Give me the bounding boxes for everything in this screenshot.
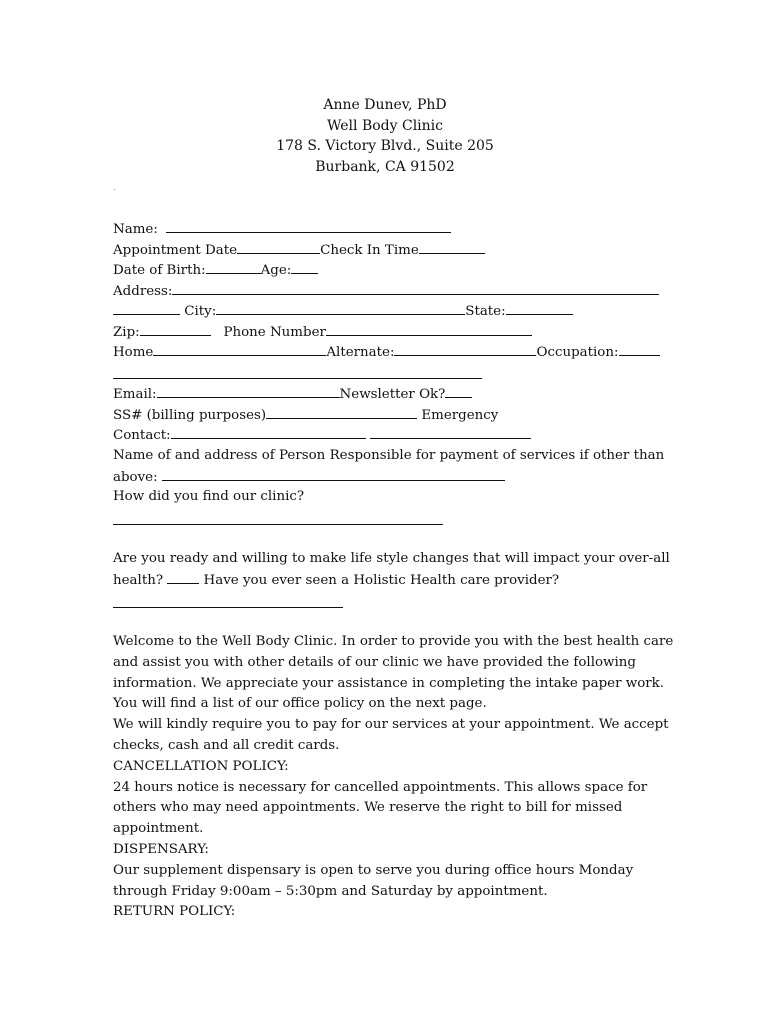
responsible-line1: Name of and address of Person Responsible for payment of services if other than	[113, 448, 665, 463]
lifestyle-question: Are you ready and willing to make life style changes that will impact your over-all	[113, 551, 670, 566]
policy-text-line: information. We appreciate your assistance in completing the intake paper work.	[113, 675, 665, 691]
stray-mark	[114, 189, 115, 190]
health-label: health?	[113, 573, 163, 588]
alternate-phone-field[interactable]	[394, 342, 536, 356]
dispensary-heading: DISPENSARY:	[113, 842, 209, 857]
return-policy-heading: RETURN POLICY:	[113, 904, 236, 920]
policy-text-line: 24 hours notice is necessary for cancelled appointments. This allows space for	[113, 779, 648, 795]
responsible-above-label: above:	[113, 469, 158, 485]
policy-text-line: You will find a list of our office policy on the next page.	[113, 696, 487, 712]
state-field[interactable]	[506, 301, 573, 315]
address-field[interactable]	[172, 281, 659, 295]
dob-label: Date of Birth:	[113, 263, 206, 278]
occupation-label: Occupation:	[536, 345, 619, 360]
city-label: City:	[184, 304, 217, 319]
policy-text-line: and assist you with other details of our clinic we have provided the following	[113, 654, 636, 670]
check-in-time-field[interactable]	[419, 240, 485, 254]
clinic-name: Well Body Clinic	[327, 117, 443, 134]
appointment-row	[113, 240, 485, 262]
check-in-time-label: Check In Time	[320, 242, 419, 258]
holistic-question: Have you ever seen a Holistic Health care provider?	[203, 573, 560, 588]
policy-text-line: Welcome to the Well Body Clinic. In order to provide you with the best health care	[113, 634, 674, 649]
occupation-continuation-line[interactable]	[113, 378, 482, 379]
find-clinic-field[interactable]	[113, 524, 443, 525]
age-field[interactable]	[291, 260, 318, 274]
responsible-row	[113, 467, 505, 489]
home-label: Home	[113, 345, 154, 360]
age-label: Age:	[260, 263, 292, 278]
lifestyle-row	[113, 570, 559, 592]
holistic-answer-field[interactable]	[113, 607, 343, 608]
zip-row	[113, 322, 532, 344]
email-field[interactable]	[157, 384, 340, 398]
occupation-field[interactable]	[619, 342, 660, 356]
policy-text-line: We will kindly require you to pay for our services at your appointment. We accept	[113, 717, 669, 733]
policy-text-line: Our supplement dispensary is open to serve you during office hours Monday	[113, 862, 634, 878]
phone-label: Phone Number	[223, 324, 326, 340]
ss-row	[113, 405, 498, 427]
dob-row	[113, 260, 318, 282]
appointment-date-field[interactable]	[237, 240, 320, 254]
find-clinic-label: How did you find our clinic?	[113, 489, 305, 504]
phone-field[interactable]	[326, 322, 532, 336]
appointment-date-label: Appointment Date	[113, 242, 238, 258]
alternate-label: Alternate:	[326, 345, 395, 360]
newsletter-field[interactable]	[445, 384, 472, 398]
dob-field[interactable]	[206, 260, 261, 274]
ss-field[interactable]	[266, 405, 417, 419]
clinic-city: Burbank, CA 91502	[315, 158, 455, 175]
address-row	[113, 281, 659, 303]
zip-label: Zip:	[113, 324, 140, 340]
address-line2-field[interactable]	[113, 301, 180, 315]
contact-label: Contact:	[113, 428, 171, 443]
home-phone-field[interactable]	[153, 342, 326, 356]
emergency-contact-phone-field[interactable]	[370, 425, 531, 439]
city-field[interactable]	[216, 301, 465, 315]
doctor-name: Anne Dunev, PhD	[323, 97, 447, 113]
contact-row	[113, 425, 531, 447]
emergency-label: Emergency	[421, 407, 499, 423]
emergency-contact-name-field[interactable]	[171, 425, 366, 439]
policy-text-line: checks, cash and all credit cards.	[113, 738, 340, 753]
ss-label: SS# (billing purposes)	[113, 407, 267, 423]
zip-field[interactable]	[140, 322, 211, 336]
email-label: Email:	[113, 387, 157, 402]
name-field[interactable]	[166, 219, 451, 233]
name-label: Name:	[113, 222, 158, 237]
newsletter-label: Newsletter Ok?	[339, 387, 446, 402]
policy-text-line: through Friday 9:00am – 5:30pm and Saturday by appointment.	[113, 883, 548, 899]
home-row	[113, 342, 660, 364]
cancellation-policy-heading: CANCELLATION POLICY:	[113, 758, 289, 774]
address-label: Address:	[113, 283, 173, 299]
name-row	[113, 219, 451, 241]
policy-text-line: others who may need appointments. We reserve the right to bill for missed	[113, 800, 623, 816]
lifestyle-answer-field[interactable]	[167, 570, 199, 584]
city-row	[113, 301, 573, 323]
state-label: State:	[465, 304, 506, 319]
email-row	[113, 384, 472, 406]
responsible-person-field[interactable]	[162, 467, 505, 481]
policy-text-line: appointment.	[113, 821, 204, 837]
clinic-street: 178 S. Victory Blvd., Suite 205	[276, 138, 494, 154]
